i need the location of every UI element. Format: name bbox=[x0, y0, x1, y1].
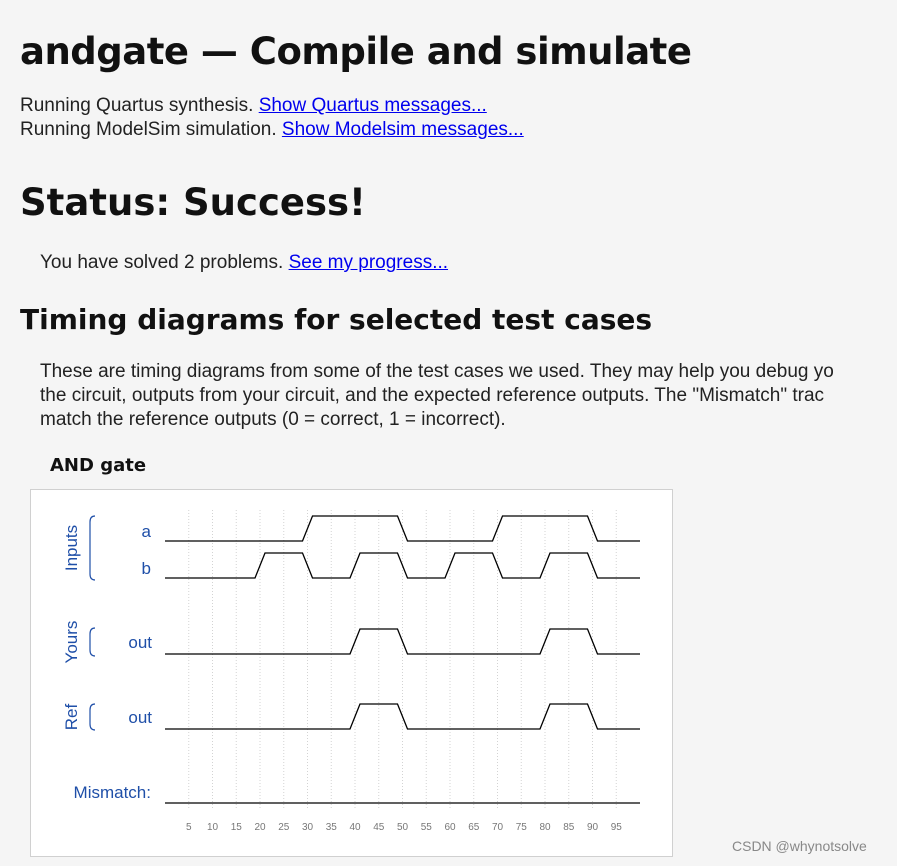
see-progress-link[interactable]: See my progress... bbox=[288, 252, 449, 273]
description-line: These are timing diagrams from some of the test cases we used. They may help you debug yo bbox=[40, 361, 834, 382]
waveform-inputs-b bbox=[165, 553, 640, 578]
group-brace bbox=[90, 628, 95, 656]
quartus-status-text: Running Quartus synthesis. bbox=[20, 95, 254, 116]
x-tick-label: 25 bbox=[278, 822, 290, 833]
timing-description bbox=[40, 360, 897, 432]
signal-label: out bbox=[128, 633, 152, 652]
x-tick-label: 75 bbox=[515, 822, 527, 833]
x-tick-label: 70 bbox=[491, 822, 504, 833]
status-heading: Status: Success! bbox=[20, 181, 366, 224]
x-tick-label: 90 bbox=[586, 822, 599, 833]
description-line: the circuit, outputs from your circuit, and the expected reference outputs. The "Mismatch" trac bbox=[40, 385, 825, 406]
group-label-inputs: Inputs bbox=[62, 524, 81, 572]
group-label-yours: Yours bbox=[62, 620, 81, 664]
x-tick-label: 20 bbox=[254, 822, 266, 833]
diagram-title: AND gate bbox=[50, 455, 147, 476]
timing-diagram-panel bbox=[30, 489, 673, 857]
signal-label: b bbox=[141, 559, 151, 578]
group-label-ref: Ref bbox=[62, 703, 81, 731]
group-brace bbox=[90, 704, 95, 730]
quartus-status-line bbox=[20, 95, 487, 117]
timing-diagram bbox=[31, 490, 672, 856]
signal-label: out bbox=[128, 708, 152, 727]
modelsim-status-line bbox=[20, 119, 524, 141]
x-tick-label: 85 bbox=[563, 822, 575, 833]
solved-line bbox=[40, 252, 448, 274]
x-tick-label: 5 bbox=[185, 822, 192, 833]
x-tick-label: 40 bbox=[349, 822, 361, 833]
waveform-yours-out bbox=[165, 629, 640, 654]
group-brace bbox=[90, 516, 95, 580]
show-quartus-messages-link[interactable]: Show Quartus messages... bbox=[258, 95, 487, 116]
modelsim-status-text: Running ModelSim simulation. bbox=[20, 119, 277, 140]
x-tick-label: 30 bbox=[301, 822, 314, 833]
x-tick-label: 60 bbox=[444, 822, 456, 833]
show-modelsim-messages-link[interactable]: Show Modelsim messages... bbox=[281, 119, 524, 140]
x-tick-label: 15 bbox=[230, 822, 242, 833]
x-tick-label: 55 bbox=[420, 822, 432, 833]
watermark: CSDN @whynotsolve bbox=[732, 838, 867, 854]
signal-label: Mismatch: bbox=[73, 783, 151, 802]
x-tick-label: 95 bbox=[610, 822, 622, 833]
description-line: match the reference outputs (0 = correct, 1 = incorrect). bbox=[40, 409, 506, 430]
waveform-ref-out bbox=[165, 704, 640, 729]
x-tick-label: 50 bbox=[396, 822, 409, 833]
x-tick-label: 45 bbox=[373, 822, 385, 833]
page-title: andgate — Compile and simulate bbox=[20, 30, 692, 73]
x-tick-label: 10 bbox=[206, 822, 219, 833]
solved-text: You have solved 2 problems. bbox=[40, 252, 284, 273]
x-tick-label: 35 bbox=[325, 822, 337, 833]
x-tick-label: 65 bbox=[468, 822, 480, 833]
signal-label: a bbox=[141, 522, 151, 541]
x-tick-label: 80 bbox=[539, 822, 551, 833]
timing-diagrams-heading: Timing diagrams for selected test cases bbox=[20, 303, 653, 336]
